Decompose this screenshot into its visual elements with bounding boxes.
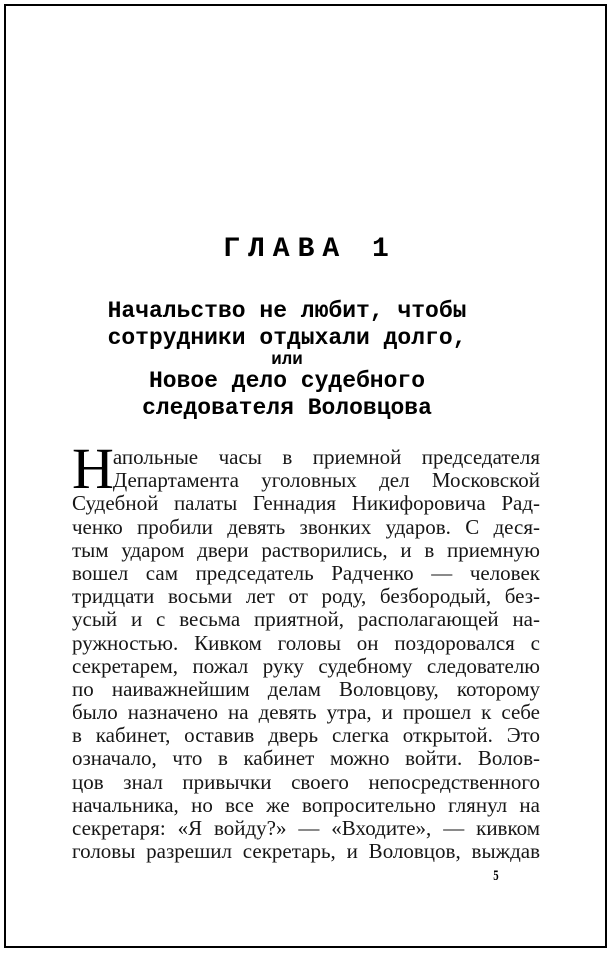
body-paragraph bbox=[72, 436, 540, 864]
body-line: секретаря: «Я войду?» — «Входите», — кивком bbox=[72, 816, 540, 840]
body-line: головы разрешил секретарь, и Воловцов, выждав bbox=[72, 839, 540, 864]
chapter-title-line-3: Новое дело судебного bbox=[148, 368, 426, 394]
body-line: цов знал привычки своего непосредственного bbox=[72, 769, 540, 794]
page-number: 5 bbox=[493, 868, 499, 884]
chapter-title-block bbox=[53, 298, 521, 422]
body-line: апольные часы в приемной председателя bbox=[112, 445, 540, 469]
body-line: тридцати восьми лет от роду, безбородый, без- bbox=[72, 584, 540, 609]
drop-cap: Н bbox=[72, 436, 109, 501]
text-block bbox=[72, 0, 540, 863]
body-line: означало, что в кабинет можно войти. Волов- bbox=[72, 746, 540, 771]
chapter-title-line-2: сотрудники отдыхали долго, bbox=[107, 325, 467, 351]
chapter-title-connector: или bbox=[271, 350, 303, 370]
body-line: Судебной палаты Геннадия Никифоровича Рад- bbox=[72, 491, 540, 516]
body-line: тым ударом двери растворились, и в приемную bbox=[72, 537, 540, 562]
body-line: в кабинет, оставив дверь слегка открытой. Это bbox=[72, 723, 540, 748]
body-line: было назначено на девять утра, и прошел к себе bbox=[72, 700, 540, 725]
body-line: по наиважнейшим делам Воловцову, которому bbox=[72, 676, 540, 701]
chapter-title-line-1: Начальство не любит, чтобы bbox=[107, 298, 467, 324]
body-line: секретарем, пожал руку судебному следователю bbox=[72, 653, 540, 678]
body-line: усый и с весьма приятной, располагающей на- bbox=[72, 607, 540, 632]
chapter-title-line-4: следователя Воловцова bbox=[142, 395, 432, 421]
body-line: начальника, но все же вопросительно глянул на bbox=[72, 792, 540, 817]
body-line: Департамента уголовных дел Московской bbox=[112, 468, 540, 493]
chapter-heading: ГЛАВА 1 bbox=[223, 234, 397, 265]
body-line: вошел сам председатель Радченко — человек bbox=[72, 560, 540, 585]
body-line: ченко пробили девять звонких ударов. С деся- bbox=[72, 514, 540, 539]
body-line: ружностью. Кивком головы он поздоровался с bbox=[72, 630, 540, 655]
